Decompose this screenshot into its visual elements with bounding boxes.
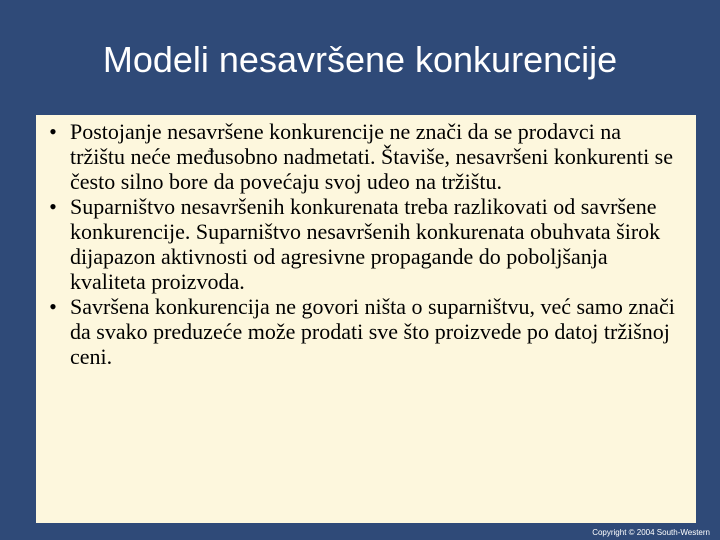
- bullet-list: [36, 119, 680, 369]
- copyright-notice: Copyright © 2004 South-Western: [592, 528, 710, 537]
- bullet-item-2: [36, 194, 680, 294]
- bullet-text: Suparništvo nesavršenih konkurenata treba razlikovati od savršene konkurencije. Suparništvo nesavršenih konkurenata obuhvata širok dijapazon aktivnosti od agresivne propagande do poboljšanja kvaliteta proizvoda.: [70, 194, 661, 294]
- bullet-dot-icon: •: [49, 294, 57, 319]
- bullet-dot-icon: •: [49, 194, 57, 219]
- bullet-dot-icon: •: [49, 119, 57, 144]
- bullet-item-1: [36, 119, 680, 194]
- bullet-text: Savršena konkurencija ne govori ništa o suparništvu, već samo znači da svako preduzeće može prodati sve što proizvede po datoj tržišnoj ceni.: [70, 294, 675, 369]
- content-panel: [36, 115, 696, 523]
- slide-title: Modeli nesavršene konkurencije: [102, 39, 618, 80]
- bullet-text: Postojanje nesavršene konkurencije ne znači da se prodavci na tržištu neće međusobno nadmetati. Štaviše, nesavršeni konkurenti se često silno bore da povećaju svoj udeo na tržištu.: [70, 119, 674, 194]
- bullet-item-3: [36, 294, 680, 369]
